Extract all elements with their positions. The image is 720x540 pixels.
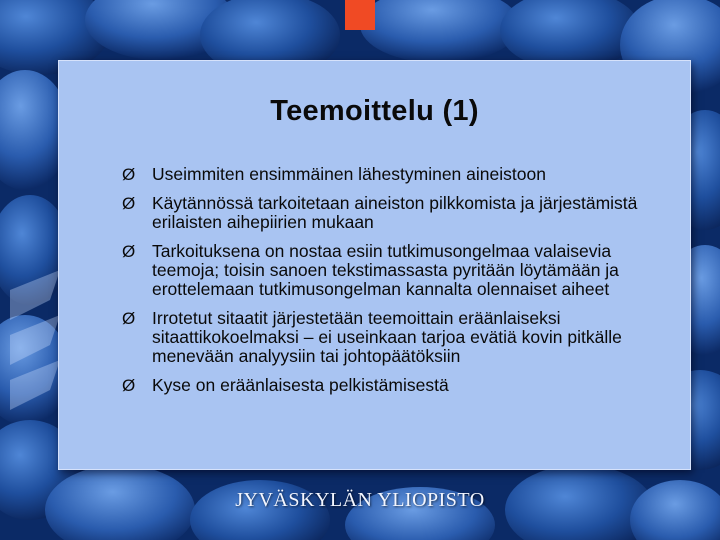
list-item: [121, 309, 681, 366]
arrow-bullet-icon: Ø: [122, 376, 136, 395]
arrow-bullet-icon: Ø: [122, 165, 136, 184]
list-item: [121, 376, 681, 395]
slide-title: Teemoittelu (1): [270, 95, 479, 127]
content-panel: [58, 60, 691, 470]
university-logo-text: JYVÄSKYLÄN YLIOPISTO: [235, 489, 485, 511]
bullet-text: Kyse on eräänlaisesta pelkistämisestä: [152, 375, 449, 395]
bullet-text: Tarkoituksena on nostaa esiin tutkimusongelmaa valaisevia teemoja; toisin sanoen tekstimassasta pyritään löytämään ja erottelemaan tutkimusongelman kannalta olennaiset aiheet: [152, 241, 619, 299]
list-item: [121, 165, 681, 184]
arrow-bullet-icon: Ø: [122, 194, 136, 213]
list-item: [121, 194, 681, 232]
accent-square: [345, 0, 375, 30]
arrow-bullet-icon: Ø: [122, 309, 136, 328]
bullet-list: [121, 165, 681, 405]
bullet-text: Käytännössä tarkoitetaan aineiston pilkkomista ja järjestämistä erilaisten aihepiirien mukaan: [152, 193, 638, 232]
bullet-text: Irrotetut sitaatit järjestetään teemoittain eräänlaiseksi sitaattikokoelmaksi – ei useinkaan tarjoa evätiä kovin pitkälle menevään analyysiin tai johtopäätöksiin: [152, 308, 622, 366]
bullet-text: Useimmiten ensimmäinen lähestyminen aineistoon: [152, 164, 546, 184]
list-item: [121, 242, 681, 299]
arrow-bullet-icon: Ø: [122, 242, 136, 261]
